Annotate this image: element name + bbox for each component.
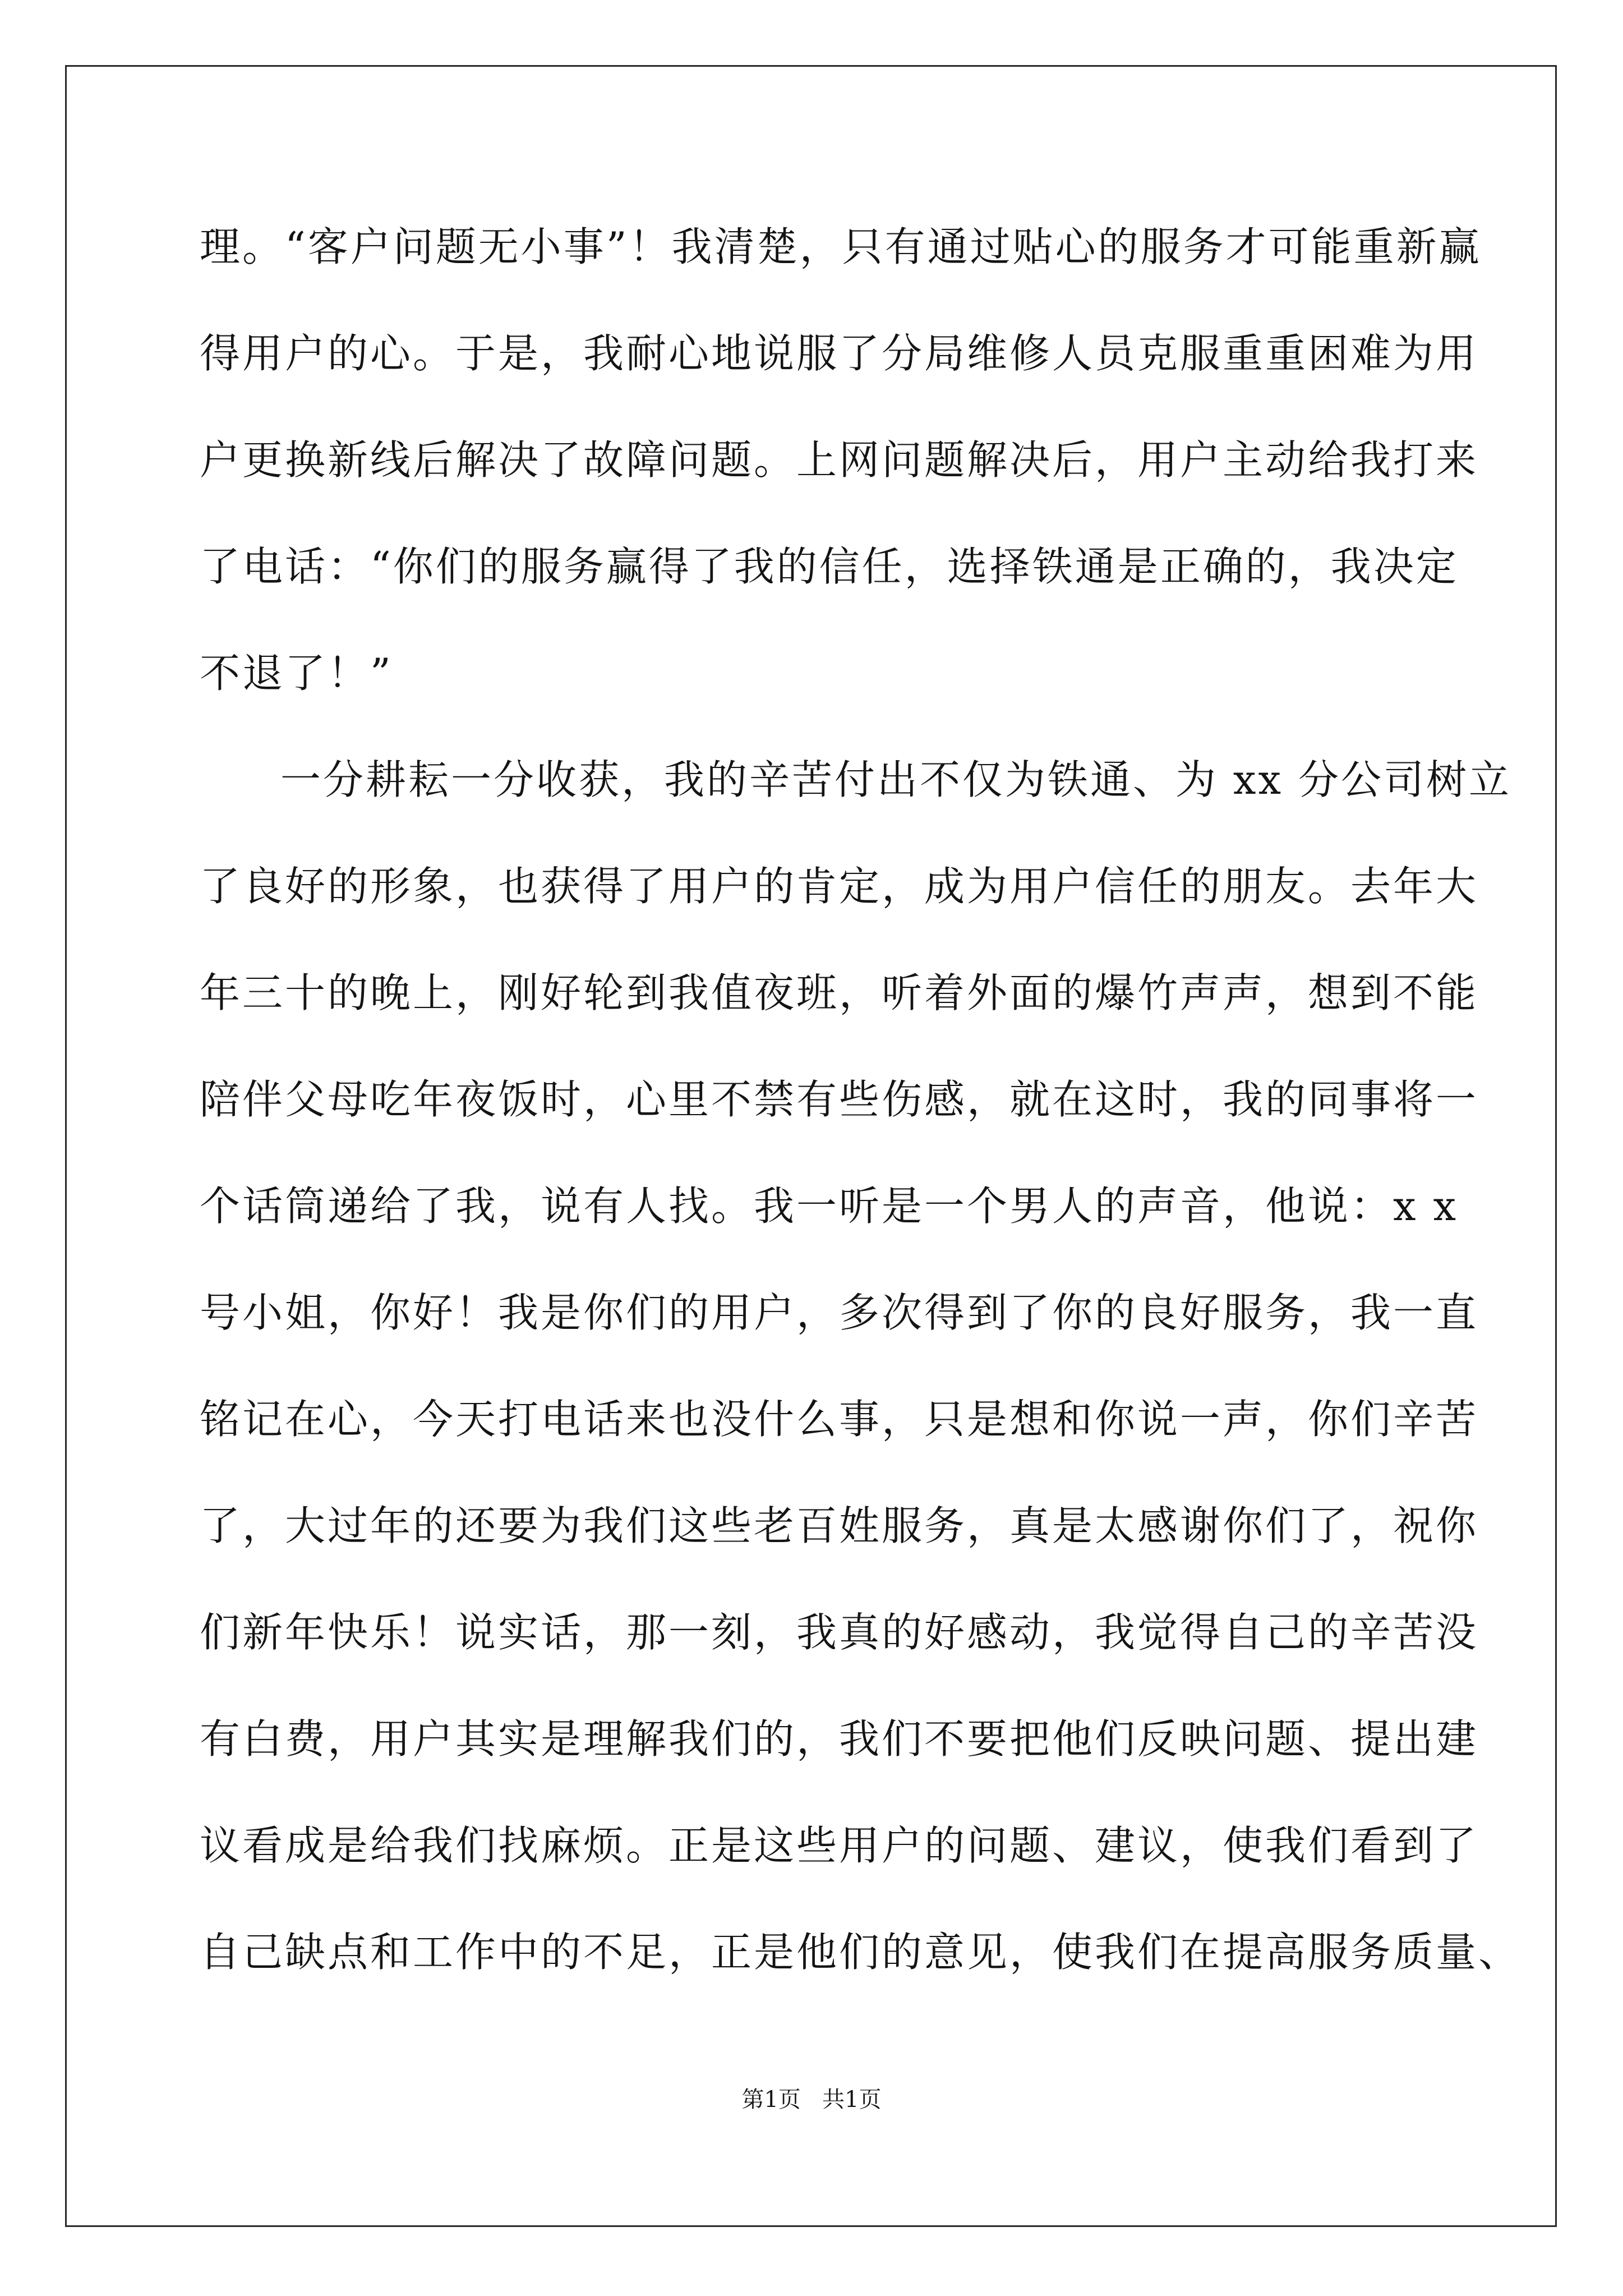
text-line: 了良好的形象，也获得了用户的肯定，成为用户信任的朋友。去年大	[200, 863, 1479, 910]
text-line: 议看成是给我们找麻烦。正是这些用户的问题、建议，使我们看到了	[200, 1822, 1479, 1869]
text-line: 号小姐，你好！我是你们的用户，多次得到了你的良好服务，我一直	[200, 1289, 1479, 1336]
text-line: 自己缺点和工作中的不足，正是他们的意见，使我们在提高服务质量、	[200, 1929, 1521, 1976]
text-line: 陪伴父母吃年夜饭时，心里不禁有些伤感，就在这时，我的同事将一	[200, 1076, 1479, 1123]
document-body	[200, 213, 1521, 2025]
text-line: 年三十的晚上，刚好轮到我值夜班，听着外面的爆竹声声，想到不能	[200, 969, 1479, 1016]
text-line: 有白费，用户其实是理解我们的，我们不要把他们反映问题、提出建	[200, 1715, 1479, 1763]
text-line: 一分耕耘一分收获，我的辛苦付出不仅为铁通、为 xx 分公司树立	[280, 756, 1511, 803]
text-line: 了电话：“你们的服务赢得了我的信任，选择铁通是正确的，我决定	[200, 543, 1459, 590]
page-footer: 第1页 共1页	[741, 2087, 882, 2113]
text-line: 个话筒递给了我，说有人找。我一听是一个男人的声音，他说：x x	[200, 1182, 1459, 1230]
text-line: 户更换新线后解决了故障问题。上网问题解决后，用户主动给我打来	[200, 436, 1479, 484]
text-line: 铭记在心，今天打电话来也没什么事，只是想和你说一声，你们辛苦	[200, 1396, 1479, 1443]
text-line: 了，大过年的还要为我们这些老百姓服务，真是太感谢你们了，祝你	[200, 1502, 1479, 1549]
text-line: 们新年快乐！说实话，那一刻，我真的好感动，我觉得自己的辛苦没	[200, 1609, 1479, 1656]
text-line: 得用户的心。于是，我耐心地说服了分局维修人员克服重重困难为用	[200, 330, 1479, 377]
text-line: 不退了！”	[200, 650, 393, 697]
text-line: 理。“客户问题无小事”！我清楚，只有通过贴心的服务才可能重新赢	[200, 223, 1482, 270]
